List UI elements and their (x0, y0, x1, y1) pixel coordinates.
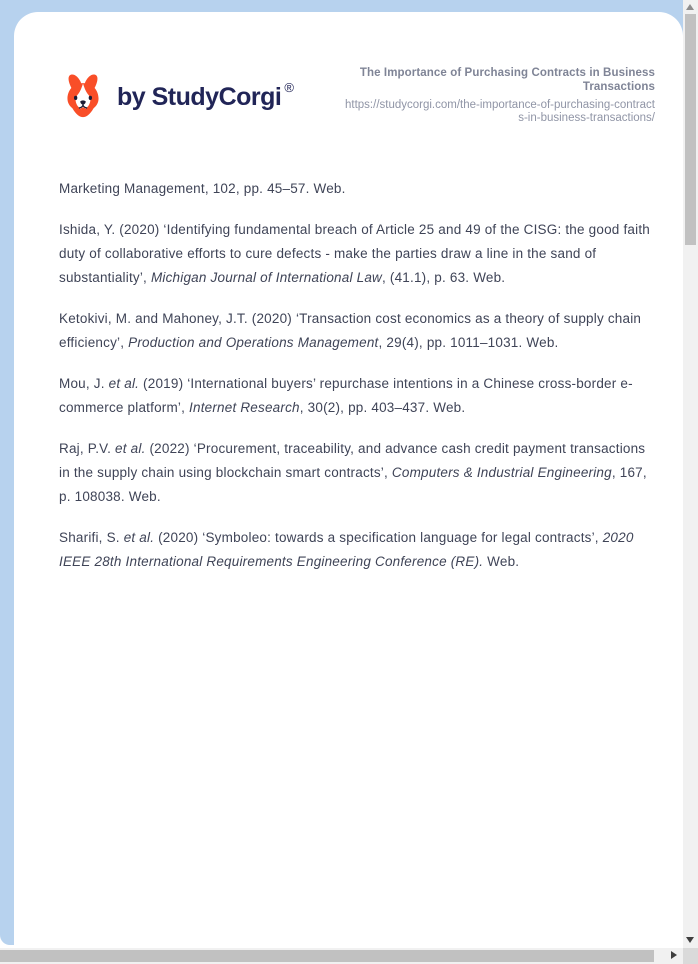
horizontal-scrollbar[interactable] (0, 948, 683, 964)
reference-entry: Ketokivi, M. and Mahoney, J.T. (2020) ‘Transaction cost economics as a theory of supply chain efficiency’, Production and Operations Management, 29(4), pp. 1011–1031. Web. (59, 311, 642, 350)
scrollbar-corner (683, 948, 698, 964)
scroll-up-arrow-icon[interactable] (686, 4, 694, 10)
document-url: https://studycorgi.com/the-importance-of-purchasing-contracts-in-business-transactions/ (345, 99, 655, 124)
document-card (14, 12, 683, 948)
scroll-down-arrow-icon[interactable] (686, 937, 694, 943)
reference-entry: Sharifi, S. et al. (2020) ‘Symboleo: towards a specification language for legal contracts’, 2020 IEEE 28th International Requirements Engineering Conference (RE). Web. (59, 530, 634, 569)
brand-wordmark (117, 80, 294, 112)
vertical-scrollbar-thumb[interactable] (685, 14, 696, 245)
vertical-scrollbar[interactable] (683, 0, 698, 948)
document-header (59, 67, 655, 125)
scroll-right-arrow-icon[interactable] (671, 951, 677, 959)
reference-entry: Marketing Management, 102, pp. 45–57. Web. (59, 181, 346, 196)
reference-entry: Raj, P.V. et al. (2022) ‘Procurement, traceability, and advance cash credit payment transactions in the supply chain using blockchain smart contracts’, Computers & Industrial Engineering, 167, p. 108038. Web. (59, 441, 647, 504)
reference-entry: Mou, J. et al. (2019) ‘International buyers’ repurchase intentions in a Chinese cross-border e-commerce platform’, Internet Research, 30(2), pp. 403–437. Web. (59, 376, 633, 415)
corgi-head-icon (62, 73, 104, 121)
brand-label-text: by StudyCorgi (117, 82, 282, 111)
studycorgi-brand[interactable] (62, 73, 293, 121)
references-list (59, 177, 655, 574)
registered-trademark-symbol: ® (284, 80, 294, 96)
reference-entry: Ishida, Y. (2020) ‘Identifying fundamental breach of Article 25 and 49 of the CISG: the good faith duty of collaborative efforts to cure defects - make the parties draw a line in the sand of substantiality’, Michigan Journal of International Law, (41.1), p. 63. Web. (59, 222, 650, 285)
document-meta (343, 67, 655, 125)
document-title: The Importance of Purchasing Contracts in Business Transactions (359, 67, 655, 93)
horizontal-scrollbar-thumb[interactable] (0, 950, 654, 962)
